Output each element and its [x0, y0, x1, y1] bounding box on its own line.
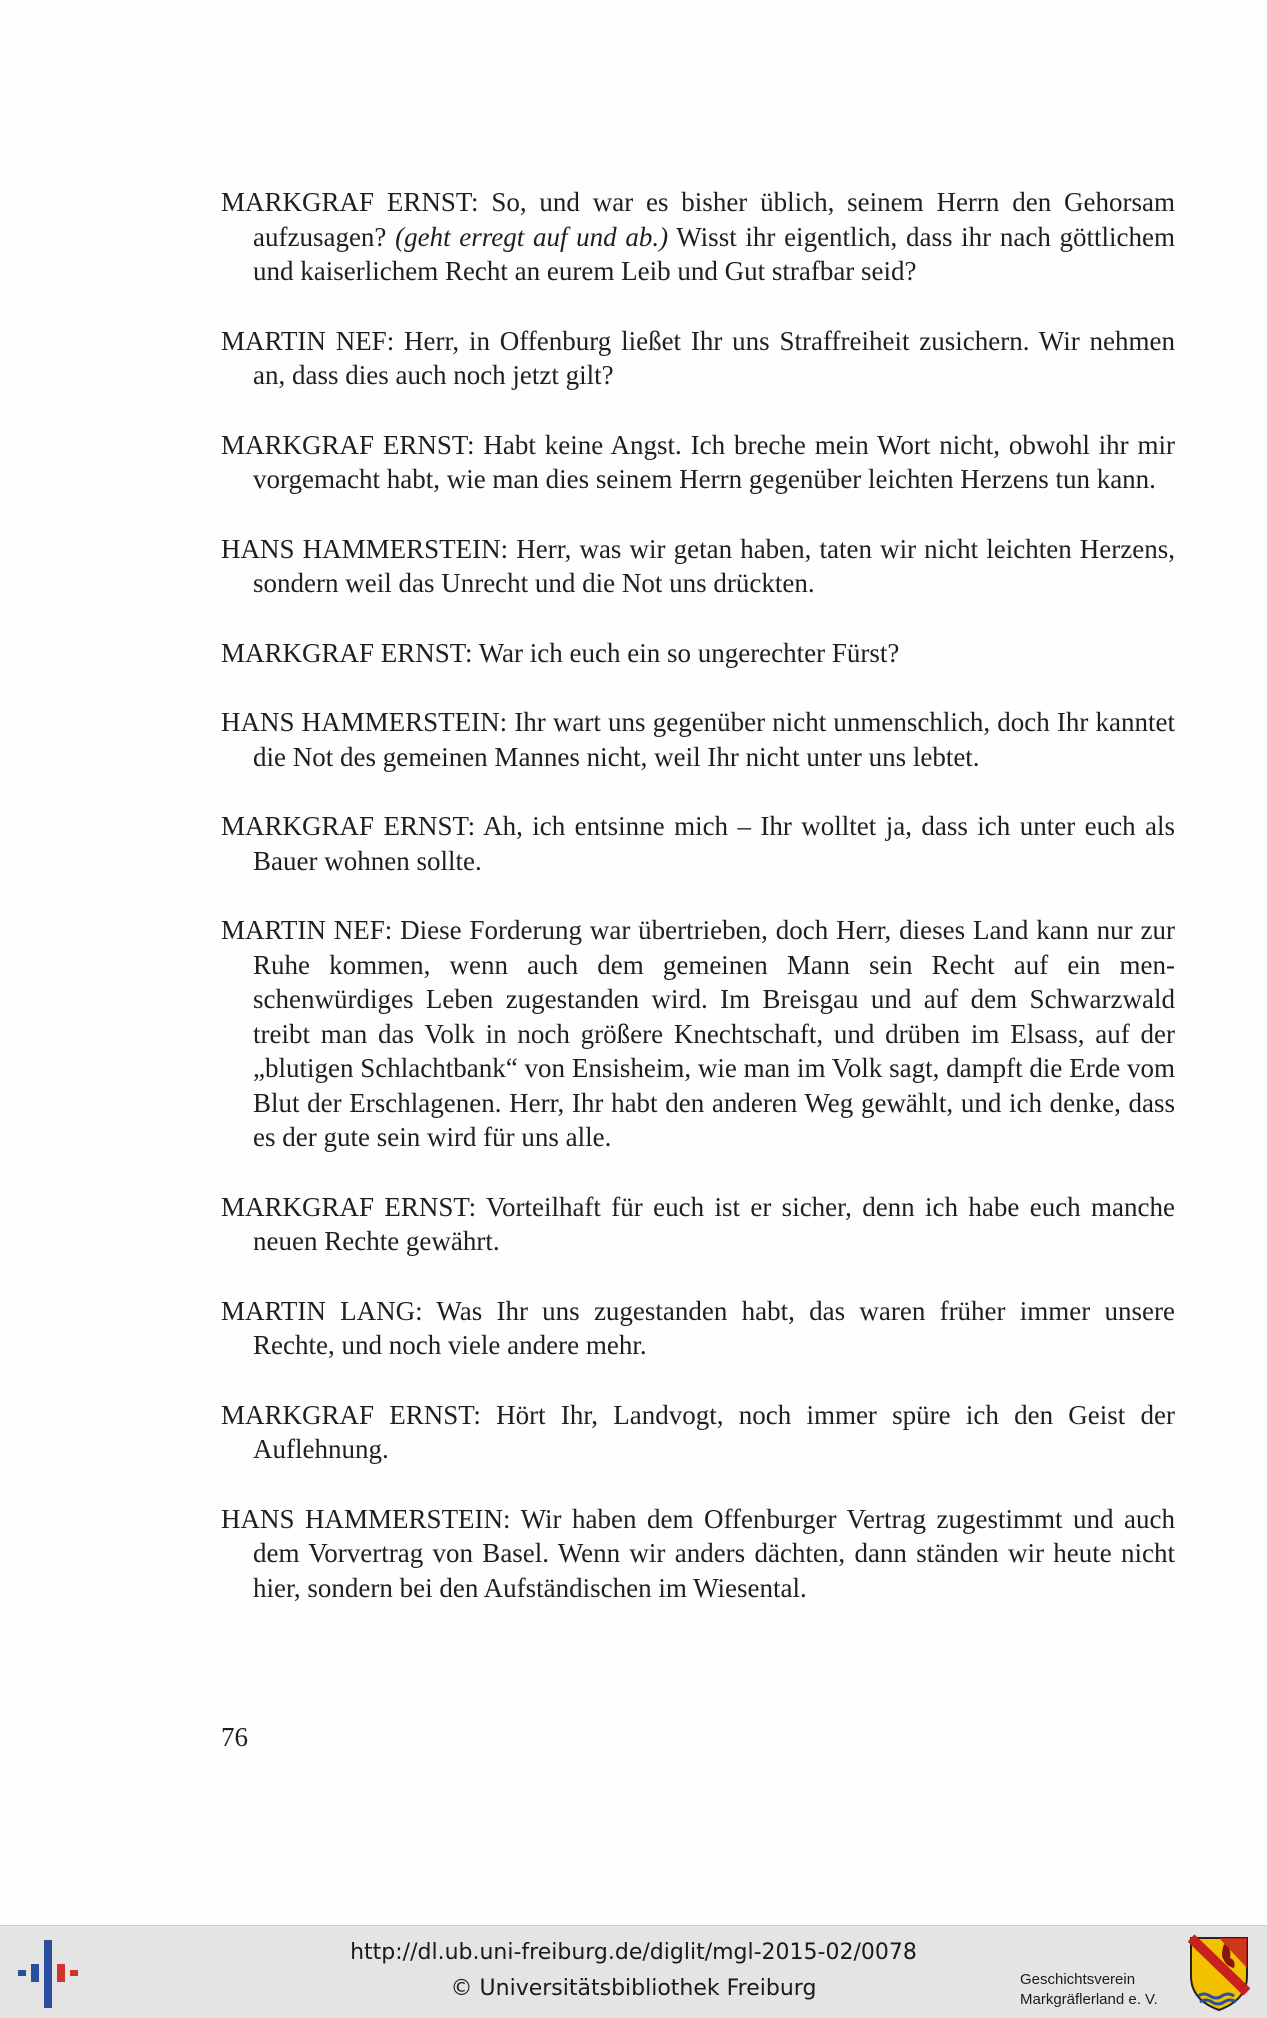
dialogue-line: Herr, in Offenburg ließet Ihr uns Straffreiheit zusichern. Wir nehmen an, dass dies auch noch jetzt gilt?: [253, 325, 1175, 390]
dialogue-line: Herr, was wir getan haben, taten wir nicht leichten Herzens, sondern weil das Unrecht und die Not uns drückten.: [253, 533, 1175, 598]
dialogue-line: Wir haben dem Offenburger Vertrag zugestimmt und auch dem Vorvertrag von Basel. Wenn wir anders dächten, dann ständen wir heute nicht hier, sondern bei den Aufständischen im Wiesental.: [253, 1503, 1175, 1603]
speaker-name: HANS HAMMERSTEIN:: [221, 1503, 511, 1534]
speaker-name: MARTIN NEF:: [221, 915, 393, 945]
society-name: [1020, 1970, 1158, 2010]
dialogue-paragraph: [221, 532, 1175, 601]
speaker-name: MARKGRAF ERNST:: [221, 1399, 481, 1430]
dialogue-line: Ah, ich entsinne mich – Ihr wolltet ja, dass ich unter euch als Bauer wohnen sollte.: [253, 811, 1176, 876]
permalink-url[interactable]: http://dl.ub.uni-freiburg.de/diglit/mgl-2015-02/0078: [350, 1940, 917, 1965]
dialogue-line: Hört Ihr, Landvogt, noch immer spüre ich den Geist der Auflehnung.: [253, 1399, 1175, 1464]
footer-bar: [0, 1925, 1267, 2018]
speaker-name: MARTIN NEF:: [221, 325, 395, 356]
dialogue-paragraph: [221, 913, 1175, 1155]
speaker-name: MARKGRAF ERNST:: [221, 429, 475, 460]
page-number: 76: [221, 1722, 248, 1752]
dialogue-paragraph: [221, 428, 1175, 497]
dialogue-line: Was Ihr uns zugestanden habt, das waren früher immer unsere Rechte, und noch viele andere mehr.: [253, 1295, 1175, 1360]
society-name-line: Geschichtsverein: [1020, 1971, 1136, 1988]
dialogue-line: Diese Forderung war übertrieben, doch Herr, dieses Land kann nur zur Ruhe kommen, wenn auch dem gemeinen Mann sein Recht auf ein menschenwürdiges Leben zugestanden wird. Im Breisgau und auf dem Schwarzwald treibt man das Volk in noch größere Knechtschaft, und drüben im Elsass, auf der „blutigen Schlachtbank“ von Ensisheim, wie man im Volk sagt, dampft die Erde vom Blut der Erschlagenen. Herr, Ihr habt den anderen Weg gewählt, und ich denke, dass es der gute sein wird für uns alle.: [253, 915, 1175, 1152]
dialogue-text: [221, 185, 1175, 1640]
speaker-name: MARTIN LANG:: [221, 1295, 423, 1326]
dialogue-line: Habt keine Angst. Ich breche mein Wort nicht, obwohl ihr mir vorgemacht habt, wie man dies seinem Herrn gegenüber leichten Herzens tun kann.: [253, 429, 1175, 494]
stage-direction: (geht erregt auf und ab.): [395, 221, 669, 252]
dialogue-paragraph: [221, 1294, 1175, 1363]
speaker-name: MARKGRAF ERNST:: [221, 187, 479, 217]
dialogue-paragraph: [221, 1398, 1175, 1467]
copyright-notice: © Universitätsbibliothek Freiburg: [450, 1976, 817, 2001]
dialogue-line: War ich euch ein so ungerechter Fürst?: [472, 637, 900, 668]
speaker-name: MARKGRAF ERNST:: [221, 637, 473, 668]
speaker-name: HANS HAMMERSTEIN:: [221, 707, 508, 737]
speaker-name: MARKGRAF ERNST:: [221, 1191, 477, 1222]
dialogue-line: Vorteilhaft für euch ist er sicher, denn ich habe euch manche neuen Rechte gewährt.: [253, 1191, 1176, 1256]
dialogue-line: So, und war es bisher üblich, seinem Herrn den Gehorsam aufzusagen?: [253, 187, 1175, 252]
dialogue-paragraph: [221, 705, 1175, 774]
dialogue-paragraph: [221, 636, 1175, 671]
coat-of-arms-icon: [1188, 1934, 1250, 2012]
dialogue-paragraph: [221, 1502, 1175, 1606]
speaker-name: HANS HAMMERSTEIN:: [221, 533, 509, 564]
speaker-name: MARKGRAF ERNST:: [221, 811, 476, 841]
dialogue-paragraph: [221, 809, 1175, 878]
dialogue-paragraph: [221, 324, 1175, 393]
dialogue-line: Wisst ihr eigentlich, dass ihr nach göttlichem und kaiserlichem Recht an eurem Leib und Gut strafbar seid?: [253, 221, 1175, 286]
dialogue-paragraph: [221, 185, 1175, 289]
dialogue-paragraph: [221, 1190, 1175, 1259]
society-name-line: Markgräflerland e. V.: [1020, 1991, 1158, 2008]
dialogue-line: Ihr wart uns gegenüber nicht unmenschlich, doch Ihr kanntet die Not des gemeinen Mannes nicht, weil Ihr nicht unter uns lebtet.: [253, 707, 1175, 772]
